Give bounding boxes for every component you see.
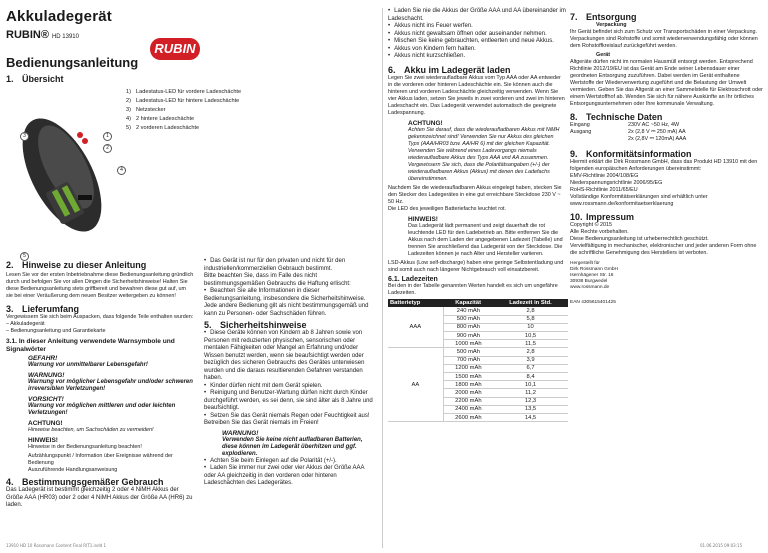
battery-type-cell: AA <box>388 348 443 422</box>
column-4 <box>570 8 764 307</box>
section-number: 8. <box>570 112 578 122</box>
time-cell: 11,5 <box>493 340 568 348</box>
device-body: Altgeräte dürfen nicht im normalen Hausmüll entsorgt werden. Entsprechend Richtlinie 2012/19/EU ist das Gerät am Ende seiner Lebensdauer einer geordneten Entsorgung zuzuführen. Dabei werden im Gerät enthaltene Wertstoffe der Wiederverwertung zugeführt und die Belastung der Umwelt vermieden. Geben Sie das Altgerät an einer Sammelstelle für Elektroschrott oder einem Wertstoffhof ab. Wenden Sie sich für nähere Auskünfte an Ihr örtliches Entsorgungsunternehmen oder Ihre kommunale Verwaltung. <box>570 59 763 107</box>
legend-num: 1) <box>126 89 131 95</box>
legend-num: 2) <box>126 98 131 104</box>
section-9-heading <box>570 149 764 159</box>
charger-illustration <box>22 95 132 255</box>
column-3 <box>388 8 566 422</box>
address-line: Dirk Rossmann GmbH <box>570 267 618 272</box>
tech-value: 2x (2,8 V ⎓ 250 mA) AA <box>628 129 686 135</box>
capacity-cell: 700 mAh <box>443 356 493 364</box>
section-number: 6. <box>388 64 396 75</box>
imprint-line: Diese Bedienungsanleitung ist urheberrechtlich geschützt. <box>570 236 709 242</box>
warning-heading: ACHTUNG! <box>28 420 63 427</box>
time-cell: 5,8 <box>493 315 568 323</box>
section-2-heading <box>6 260 194 270</box>
section-2-body: Lesen Sie vor der ersten Inbetriebnahme diese Bedienungsanleitung gründlich durch und befolgen Sie vor allen Dingen die Sicherheitshinweise! Halten Sie diese Bedienungsanleitung stets griffbereit und bewahren diese gut auf, um sie bei einer Veräußerung dem neuen Besitzer weitergeben zu können! <box>6 272 194 299</box>
section-title: Sicherheitshinweise <box>220 320 307 330</box>
time-cell: 6,7 <box>493 364 568 372</box>
section-title: Entsorgung <box>586 12 637 22</box>
list-item: Niederspannungsrichtlinie 2006/95/EG <box>570 180 663 186</box>
list-item: • Laden Sie nie die Akkus der Größe AAA und AA übereinander im Ladeschacht. <box>388 8 566 23</box>
warnings-list <box>28 355 194 474</box>
table-row <box>388 348 568 356</box>
section-title: Lieferumfang <box>22 304 80 314</box>
list-item: • Akkus nicht kurzschließen. <box>388 53 566 61</box>
legend-text: Ladestatus-LED für hintere Ladeschächte <box>136 98 240 104</box>
section-title: Konformitätsinformation <box>586 149 692 159</box>
bullet-info: Aufzählungspunkt / Information über Ereignisse während der Bedienung <box>28 453 173 466</box>
charge-time-table <box>388 299 568 422</box>
section-title: Ladezeiten <box>401 275 438 283</box>
column-divider <box>382 8 383 548</box>
tech-row <box>570 122 764 129</box>
section-number: 2. <box>6 260 14 270</box>
action-info: Auszuführende Handlungsanweisung <box>28 467 118 473</box>
section-4-heading <box>6 477 194 487</box>
warning-heading: WARNUNG! <box>28 372 65 379</box>
capacity-cell: 2000 mAh <box>443 389 493 397</box>
legend-text: 2 hintere Ladeschächte <box>136 116 195 122</box>
callout-2: 2 <box>103 144 112 153</box>
warning-body: Warnung vor unmittelbarer Lebensgefahr! <box>28 362 148 368</box>
list-item: – Akkuladegerät <box>6 321 45 327</box>
section-number: 10. <box>570 212 583 222</box>
section-title: Hinweise zu dieser Anleitung <box>22 260 147 270</box>
tech-key: Eingang <box>570 122 590 128</box>
time-cell: 8,4 <box>493 373 568 381</box>
section-6-warning <box>408 120 566 183</box>
legend-item <box>126 115 241 124</box>
table-header: Ladezeit in Std. <box>493 299 568 307</box>
section-1-heading <box>6 74 196 84</box>
legend-num: 3) <box>126 107 131 113</box>
list-item: • Akkus von Kindern fern halten. <box>388 46 566 54</box>
paragraph: Bitte beachten Sie, dass im Falle des nicht bestimmungsgemäßen Gebrauchs die Haftung erlischt: <box>204 273 351 287</box>
section-title: Übersicht <box>22 74 64 84</box>
tech-row <box>570 129 764 136</box>
time-cell: 2,8 <box>493 307 568 315</box>
list-item: EMV-Richtlinie 2004/108/EG <box>570 173 639 179</box>
list-item: • Das Gerät ist nur für den privaten und nicht für den industriellen/kommerziellen Gebrauch bestimmt. <box>204 258 374 273</box>
capacity-cell: 800 mAh <box>443 323 493 331</box>
tech-row <box>570 136 764 143</box>
time-cell: 3,9 <box>493 356 568 364</box>
tech-key: Ausgang <box>570 129 592 135</box>
section-9-body: Hiermit erklärt die Dirk Rossmann GmbH, dass das Produkt HD 13910 mit den folgenden europäischen Anforderungen übereinstimmt: <box>570 159 758 172</box>
section-3-1-heading <box>6 338 194 353</box>
legend-text: Netzstecker <box>136 107 166 113</box>
capacity-cell: 1000 mAh <box>443 340 493 348</box>
warning-heading: GEFAHR! <box>28 355 58 362</box>
capacity-cell: 1800 mAh <box>443 381 493 389</box>
capacity-cell: 500 mAh <box>443 348 493 356</box>
imprint-line: Copyright © 2015 <box>570 222 613 228</box>
list-item: • Mischen Sie keine gebrauchten, entleerten und neue Akkus. <box>388 38 566 46</box>
capacity-cell: 2600 mAh <box>443 413 493 421</box>
section-title: Technische Daten <box>586 112 663 122</box>
list-item: RoHS-Richtlinie 2011/65/EU <box>570 187 638 193</box>
time-cell: 10,5 <box>493 332 568 340</box>
callout-4: 4 <box>117 166 126 175</box>
step: Die LED des jeweiligen Batteriefachs leuchtet rot. <box>388 205 507 212</box>
tech-value: 2x (2,8V ⎓ 120mA) AAA <box>628 136 687 142</box>
capacity-cell: 1200 mAh <box>443 364 493 372</box>
section-number: 9. <box>570 149 578 159</box>
list-item: – Bedienungsanleitung und Garantiekarte <box>6 328 106 334</box>
section-number: 6.1. <box>388 275 400 283</box>
warning-body: Warnung vor möglicher Lebensgefahr und/oder schweren irreversiblen Verletzungen! <box>28 379 193 392</box>
manufacturer-address <box>570 261 764 291</box>
list-item: • Laden Sie immer nur zwei oder vier Akkus der Größe AAA oder AA gleichzeitig in den vorderen oder hinteren Ladeschächten des Ladegerätes. <box>204 465 374 488</box>
address-line: Hergestellt für <box>570 261 600 266</box>
column-2 <box>204 258 374 488</box>
section-6-note <box>408 216 566 258</box>
section-title: Akku im Ladegerät laden <box>404 64 511 75</box>
warning-body: Verwenden Sie keine nicht aufladbaren Batterien, diese können im Ladegerät überhitzen und ggf. explodieren. <box>222 436 363 457</box>
section-title: Bestimmungsgemäßer Gebrauch <box>22 477 164 487</box>
lsd-info: LSD-Akkus (Low self-discharge) haben eine geringe Selbstentladung und sind somit auch nach längerer Nichtgebrauch voll einsatzbereit. <box>388 259 564 273</box>
capacity-cell: 240 mAh <box>443 307 493 315</box>
capacity-cell: 500 mAh <box>443 315 493 323</box>
imprint-line: Alle Rechte vorbehalten. <box>570 229 629 235</box>
step: Nachdem Sie die wiederaufladbaren Akkus eingelegt haben, stecken Sie den Stecker des Ladegerätes in eine gut erreichbare Steckdose 230 V ~ 50 Hz. <box>388 184 562 205</box>
address-line: www.rossmann.de <box>570 285 610 290</box>
warning-body: Achten Sie darauf, dass die wiederaufladbaren Akkus mit NiMH gekennzeichnet sind! Verwenden Sie nur Akkus des gleichen Typs (AAA/HR03 bzw. AA/HR 6) mit der gleichen Kapazität. Verwenden Sie während eines Ladevorgangs niemals wiederaufladbare Akkus des Typs AAA und AA zusammen. Vergewissern Sie sich, dass die Polaritätsangaben (+/-) der wiederaufladbaren Akkus (Akkus) mit denen des Ladefachs übereinstimmen. <box>408 126 560 182</box>
warning-body: Hinweise beachten, um Sachschäden zu vermeiden! <box>28 427 154 433</box>
model-number: HD 13910 <box>51 34 79 40</box>
tech-value: 230V AC ~50 Hz, 4W <box>628 122 680 128</box>
note-heading: HINWEIS! <box>408 215 438 223</box>
warning-heading: WARNUNG! <box>222 429 259 437</box>
section-6-1-body: Bei den in der Tabelle genannten Werten handelt es sich um ungefähre Ladezeiten. <box>388 283 558 296</box>
imprint-line: Vervielfältigung in mechanischer, elektronischer und jeder anderen Form ohne die schriftliche Genehmigung des Herstellers ist verboten. <box>570 243 757 256</box>
capacity-cell: 900 mAh <box>443 332 493 340</box>
overview-legend <box>126 88 241 133</box>
list-item: • Kinder dürfen nicht mit dem Gerät spielen. <box>204 383 374 391</box>
section-6-heading <box>388 65 566 75</box>
list-item: • Achten Sie beim Einlegen auf die Polarität (+/-). <box>204 458 374 466</box>
legend-text: 2 vorderen Ladeschächte <box>136 125 200 131</box>
list-item: • Akkus nicht gewaltsam öffnen oder auseinander nehmen. <box>388 31 566 39</box>
legend-item <box>126 106 241 115</box>
section-number: 3. <box>6 304 14 314</box>
legend-item <box>126 88 241 97</box>
section-number: 7. <box>570 12 578 22</box>
table-header: Kapazität <box>443 299 493 307</box>
section-title: In dieser Anleitung verwendete Warnsymbole und Signalwörter <box>6 338 175 353</box>
section-3-heading <box>6 304 194 314</box>
time-cell: 12,3 <box>493 397 568 405</box>
time-cell: 10 <box>493 323 568 331</box>
callout-3: 3 <box>20 132 29 141</box>
print-footer-right: 01.06.2015 09:03:15 <box>700 543 743 548</box>
packaging-heading: Verpackung <box>596 22 627 28</box>
section-9-footer: Vollständige Konformitätserklärungen sind erhältlich unter www.rossmann.de/konformitaetserklaerung <box>570 194 708 207</box>
legend-num: 5) <box>126 125 131 131</box>
print-footer-left: 13910 HD 10 Rossmann Content Final RIT1.indd 1 <box>6 543 107 548</box>
capacity-cell: 1500 mAh <box>443 373 493 381</box>
section-10-heading <box>570 212 764 222</box>
section-5-heading <box>204 320 374 330</box>
note-body: Das Ladegerät lädt permanent und zeigt dauerhaft die rot leuchtende LED für den Ladebetrieb an. Bitte entfernen Sie die Akkus nach dem Laden der angegebenen Ladezeit (Tabelle) und trennen Sie anschließend das Ladegerät von der Steckdose. Die Ladezeiten können je nach Alter und Hersteller variieren. <box>408 222 563 257</box>
section-6-1-heading <box>388 276 566 284</box>
device-heading: Gerät <box>596 52 611 58</box>
table-header: Batterietyp <box>388 299 443 307</box>
capacity-cell: 2400 mAh <box>443 405 493 413</box>
legend-num: 4) <box>126 116 131 122</box>
table-row <box>388 307 568 315</box>
list-item: • Beachten Sie alle Informationen in dieser Bedienungsanleitung, insbesondere die Sicherheitshinweise. Jede andere Bedienung gilt als nicht bestimmungsgemäß und kann zu Personen- oder Sachschäden führen. <box>204 288 374 318</box>
time-cell: 13,5 <box>493 405 568 413</box>
list-item: • Reinigung und Benutzer-Wartung dürfen nicht durch Kinder durchgeführt werden, es sei denn, sie sind älter als 8 Jahre und beaufsichtigt. <box>204 390 374 413</box>
time-cell: 11,2 <box>493 389 568 397</box>
list-item: • Setzen Sie das Gerät niemals Regen oder Feuchtigkeit aus! Betreiben Sie das Gerät niemals im Freien! <box>204 413 374 428</box>
section-number: 4. <box>6 477 14 487</box>
section-number: 5. <box>204 320 212 330</box>
legend-text: Ladestatus-LED für vordere Ladeschächte <box>136 89 242 95</box>
warning-heading: HINWEIS! <box>28 437 58 444</box>
legend-item <box>126 124 241 133</box>
list-item: • Akkus nicht ins Feuer werfen. <box>388 23 566 31</box>
address-line: Isernhägener Str. 16 <box>570 273 614 278</box>
ean-code: EAN 4305615401425 <box>570 300 616 305</box>
section-8-heading <box>570 112 764 122</box>
section-4-body: Das Ladegerät ist bestimmt gleichzeitig 2 oder 4 NiMH Akkus der Größe AAA (HR03) oder 2 oder 4 NiMH Akkus der Größe AA (HR6) zu laden. <box>6 487 193 508</box>
callout-1: 1 <box>103 132 112 141</box>
rubin-logo: RUBIN <box>150 38 200 60</box>
section-3-body: Vergewissern Sie sich beim Auspacken, dass folgende Teile enthalten wurden: <box>6 314 194 320</box>
warning-heading: VORSICHT! <box>28 396 64 403</box>
section-number: 1. <box>6 74 14 84</box>
section-title: Impressum <box>586 212 635 222</box>
time-cell: 10,1 <box>493 381 568 389</box>
time-cell: 2,8 <box>493 348 568 356</box>
warning-heading: ACHTUNG! <box>408 119 443 127</box>
legend-item <box>126 97 241 106</box>
section-6-body: Legen Sie zwei wiederaufladbare Akkus vom Typ AAA oder AA entweder in die vorderen oder hinteren Ladeschächte ein. Sie können auch die hinteren und vorderen Ladeschächte gleichzeitig verwenden. Wenn Sie vier Akkus laden, setzen Sie jeweils in zwei vorderen und zwei im hinteren Ladeschacht ein. Das Ladegerät verwendet automatisch die geeignete Ladespannung. <box>388 74 565 116</box>
list-item: • Diese Geräte können von Kindern ab 8 Jahren sowie von Personen mit reduzierten physischen, sensorischen oder mentalen Fähigkeiten oder Mangel an Erfahrung und/oder Wissen benutzt werden, wenn sie beaufsichtigt werden oder bezüglich des sicheren Gebrauchs des Gerätes unterwiesen wurden und die daraus resultierenden Gefahren verstanden haben. <box>204 330 374 383</box>
subtitle: Bedienungsanleitung <box>6 55 139 70</box>
warning-body: Warnung vor möglichen mittleren und oder leichten Verletzungen! <box>28 403 176 416</box>
brand-name: RUBIN® <box>6 29 49 41</box>
capacity-cell: 2200 mAh <box>443 397 493 405</box>
table-header-row <box>388 299 568 307</box>
address-line: 30938 Burgwedel <box>570 279 608 284</box>
column-1-lower <box>6 256 194 510</box>
packaging-body: Ihr Gerät befindet sich zum Schutz vor Transportschäden in einer Verpackung. Verpackungen sind Rohstoffe und somit wiederverwendungsfähig oder können dem Rohstoffkreislauf zurückgeführt werden. <box>570 29 758 49</box>
section-7-heading <box>570 12 764 22</box>
warning-body: Hinweise in der Bedienungsanleitung beachten! <box>28 444 142 450</box>
section-5-warning <box>222 430 374 458</box>
time-cell: 14,5 <box>493 413 568 421</box>
section-number: 3.1. <box>6 338 17 345</box>
page-title: Akkuladegerät <box>6 8 112 25</box>
callout-5: 5 <box>20 252 29 261</box>
battery-type-cell: AAA <box>388 307 443 348</box>
